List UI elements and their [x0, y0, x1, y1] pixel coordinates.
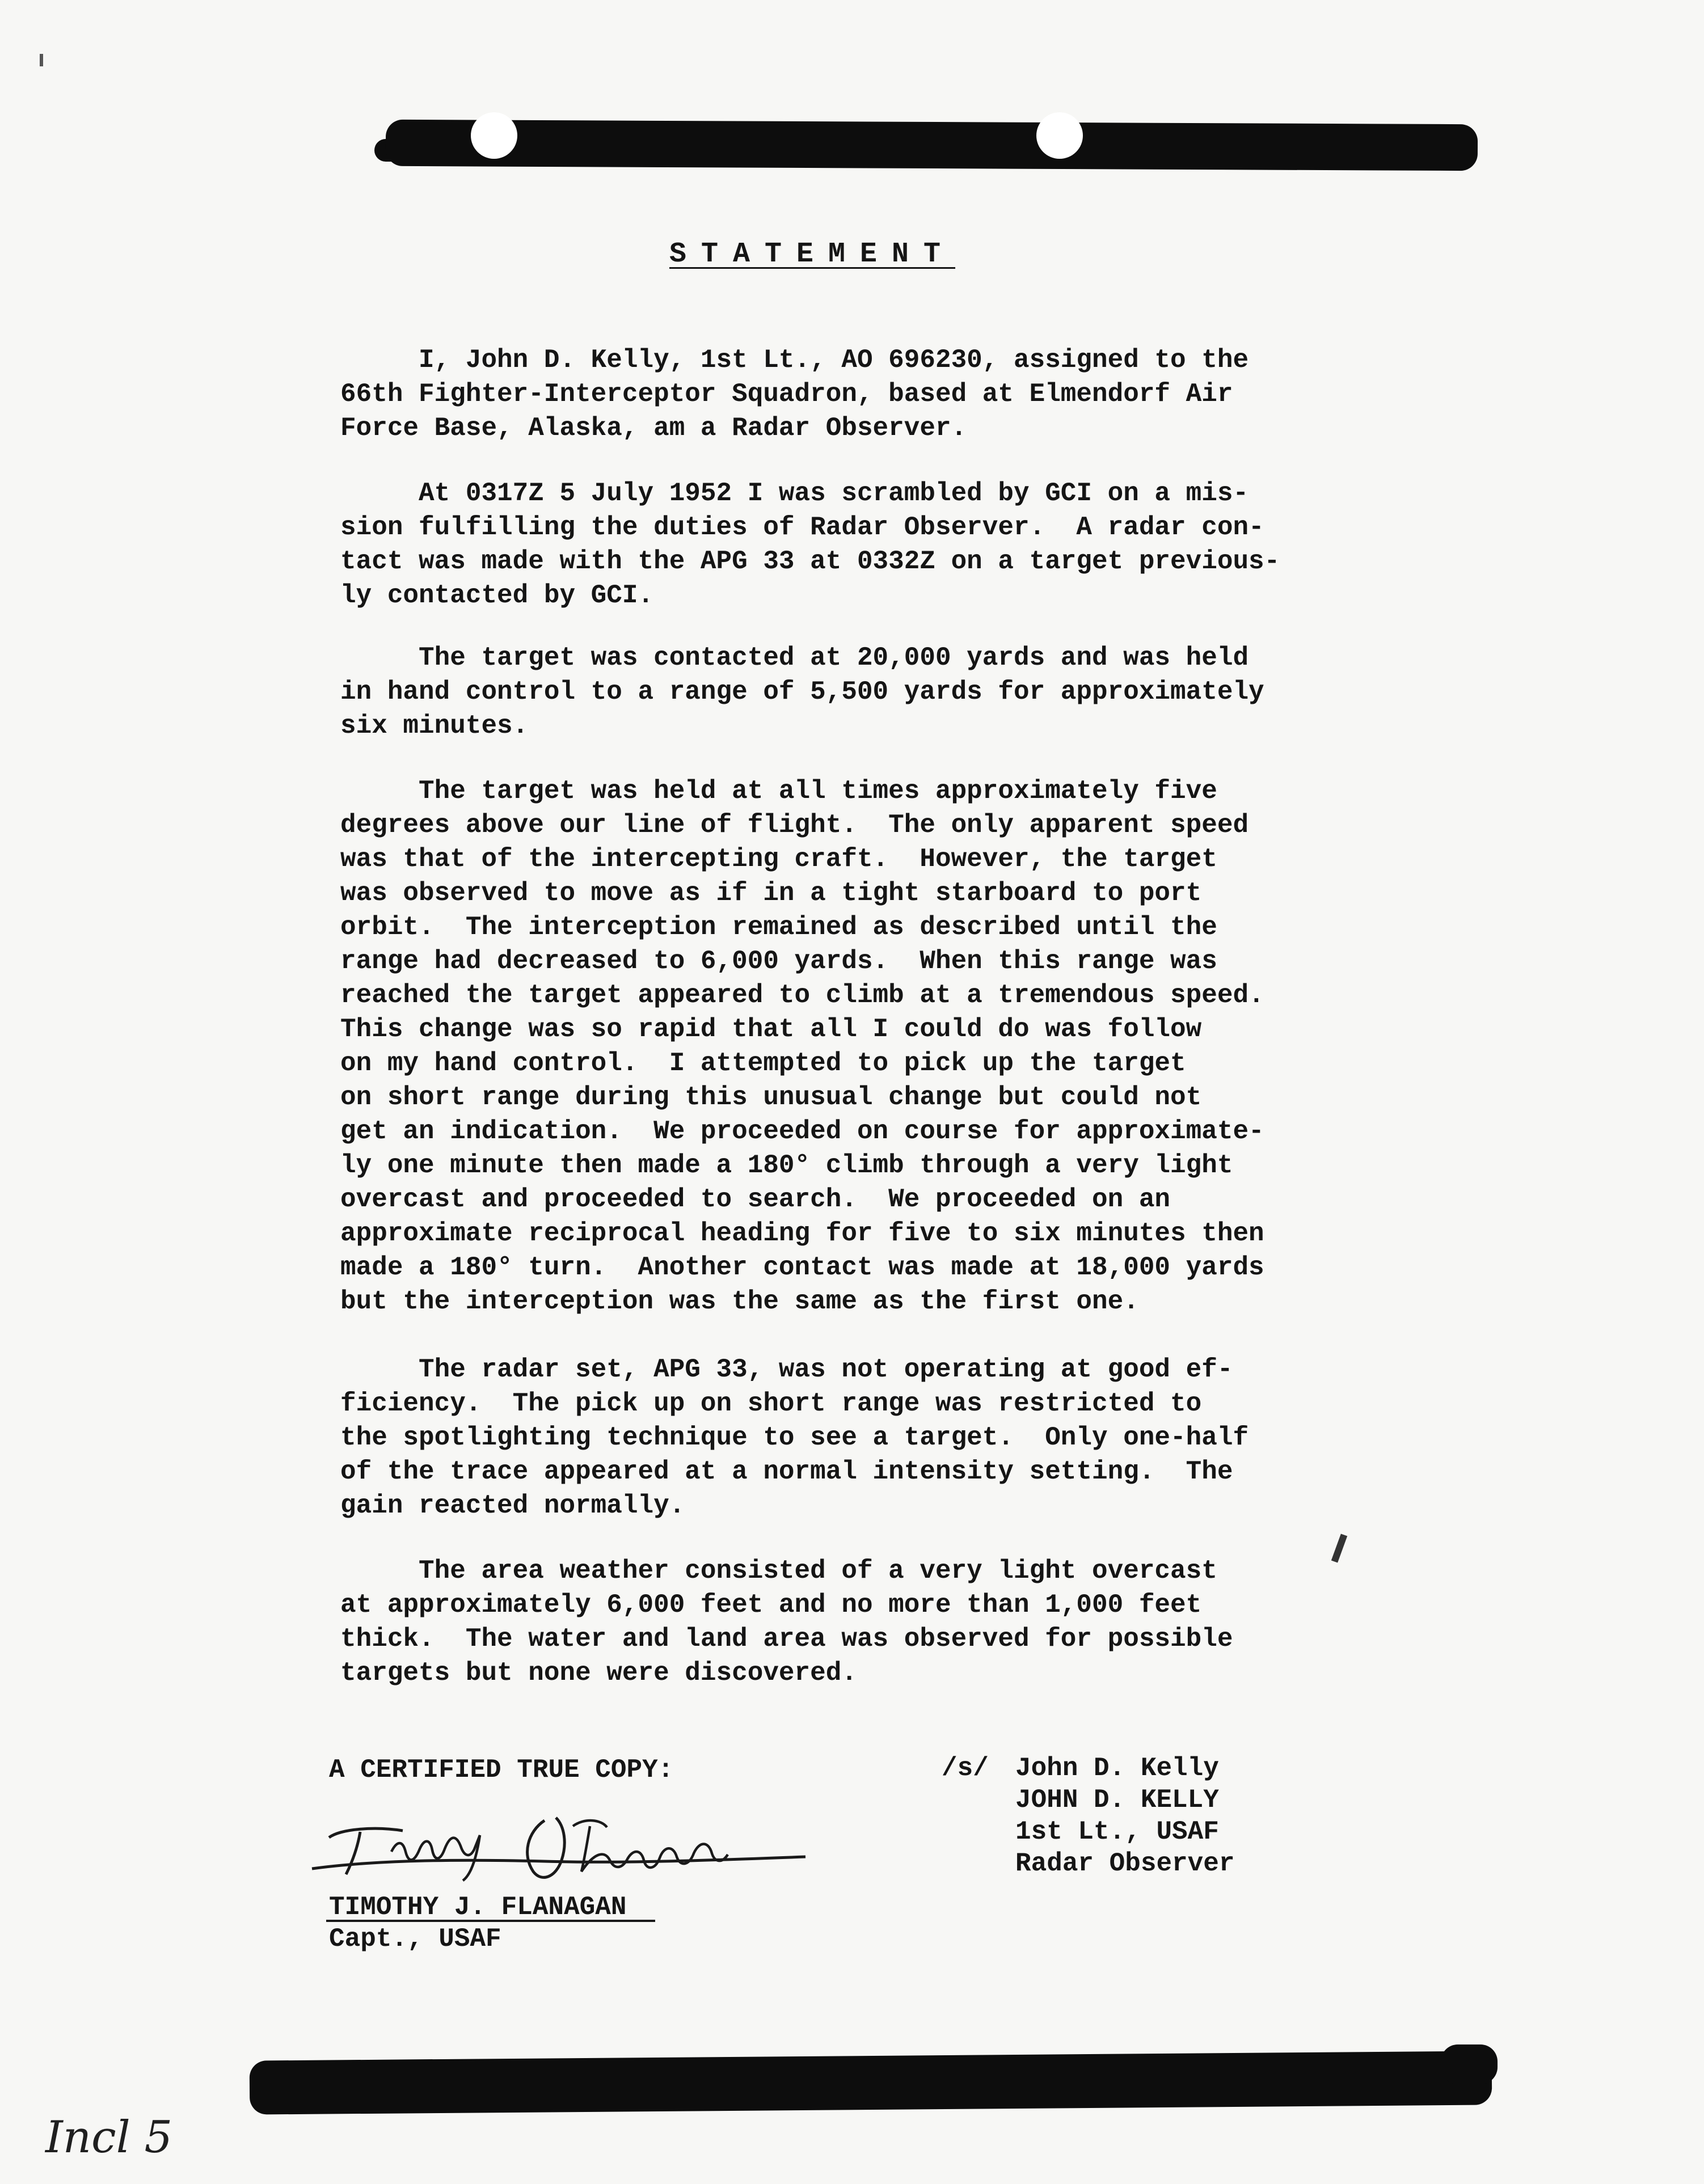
paragraph-line: Force Base, Alaska, am a Radar Observer.	[340, 413, 967, 443]
certifier-rank: Capt., USAF	[329, 1924, 501, 1954]
paragraph-line: 66th Fighter-Interceptor Squadron, based at Elmendorf Air	[340, 379, 1233, 409]
paragraph-line: thick. The water and land area was observed for possible	[340, 1624, 1233, 1654]
paragraph-line: of the trace appeared at a normal intensity setting. The	[340, 1457, 1233, 1486]
redaction-bar-top	[386, 120, 1478, 171]
paragraph-line: I, John D. Kelly, 1st Lt., AO 696230, assigned to the	[340, 345, 1249, 375]
redaction-bar-bottom	[250, 2051, 1492, 2114]
paragraph-interception	[340, 774, 1361, 1319]
paragraph-line: made a 180° turn. Another contact was made at 18,000 yards	[340, 1253, 1264, 1282]
paragraph-line: get an indication. We proceeded on course for approximate-	[340, 1117, 1264, 1146]
corner-mark	[40, 54, 43, 66]
paragraph-line: The area weather consisted of a very light overcast	[340, 1556, 1217, 1586]
paragraph-line: was that of the intercepting craft. However, the target	[340, 844, 1217, 874]
signer-role: Radar Observer	[1015, 1849, 1235, 1878]
paragraph-identity	[340, 343, 1361, 445]
paragraph-line: sion fulfilling the duties of Radar Observer. A radar con-	[340, 513, 1264, 542]
paragraph-line: degrees above our line of flight. The only apparent speed	[340, 810, 1249, 840]
paragraph-line: ly one minute then made a 180° climb through a very light	[340, 1151, 1233, 1180]
paragraph-line: orbit. The interception remained as described until the	[340, 913, 1217, 942]
redaction-bar-bottom-head	[1441, 2044, 1498, 2084]
paragraph-line: targets but none were discovered.	[340, 1658, 857, 1688]
paragraph-line: reached the target appeared to climb at a tremendous speed.	[340, 981, 1264, 1010]
paragraph-line: the spotlighting technique to see a target. Only one-half	[340, 1423, 1249, 1452]
punch-hole-left	[471, 112, 517, 159]
signer-block	[942, 1752, 1234, 1879]
paragraph-line: but the interception was the same as the first one.	[340, 1287, 1139, 1316]
paragraph-line: gain reacted normally.	[340, 1491, 685, 1520]
signer-name: JOHN D. KELLY	[1015, 1785, 1219, 1815]
paragraph-line: At 0317Z 5 July 1952 I was scrambled by GCI on a mis-	[340, 479, 1249, 508]
certifier-block	[329, 1891, 627, 1955]
paragraph-line: The radar set, APG 33, was not operating at good ef-	[340, 1355, 1233, 1384]
paragraph-line: at approximately 6,000 feet and no more than 1,000 feet	[340, 1590, 1202, 1620]
paragraph-line: on short range during this unusual change but could not	[340, 1083, 1202, 1112]
margin-note-incl-5	[40, 2101, 221, 2169]
paragraph-line: on my hand control. I attempted to pick up the target	[340, 1049, 1186, 1078]
paragraph-contact	[340, 641, 1361, 743]
statement-title: STATEMENT	[669, 238, 956, 271]
paragraph-line: The target was held at all times approximately five	[340, 776, 1217, 806]
paragraph-weather	[340, 1554, 1361, 1690]
paragraph-line: six minutes.	[340, 711, 529, 741]
punch-hole-right	[1036, 112, 1083, 159]
signer-signed-name: John D. Kelly	[1015, 1754, 1219, 1783]
paragraph-radar-set	[340, 1353, 1361, 1523]
paragraph-line: in hand control to a range of 5,500 yards for approximately	[340, 677, 1264, 707]
paragraph-line: overcast and proceeded to search. We proceeded on an	[340, 1185, 1171, 1214]
margin-note-text: Incl 5	[45, 2112, 173, 2163]
paragraph-scramble	[340, 476, 1361, 612]
signer-rank: 1st Lt., USAF	[1015, 1817, 1219, 1847]
certified-copy-label: A CERTIFIED TRUE COPY:	[329, 1755, 674, 1785]
certifier-name: TIMOTHY J. FLANAGAN	[329, 1892, 627, 1922]
paragraph-line: was observed to move as if in a tight starboard to port	[340, 878, 1202, 908]
paragraph-line: range had decreased to 6,000 yards. When this range was	[340, 947, 1217, 976]
paragraph-line: This change was so rapid that all I could do was follow	[340, 1015, 1202, 1044]
paragraph-line: tact was made with the APG 33 at 0332Z on a target previous-	[340, 547, 1280, 576]
paragraph-line: ly contacted by GCI.	[340, 581, 654, 610]
paragraph-line: approximate reciprocal heading for five to six minutes then	[340, 1219, 1264, 1248]
paragraph-line: The target was contacted at 20,000 yards and was held	[340, 643, 1249, 673]
signed-mark: /s/	[942, 1754, 989, 1783]
paragraph-line: ficiency. The pick up on short range was restricted to	[340, 1389, 1202, 1418]
flanagan-signature	[306, 1798, 817, 1894]
